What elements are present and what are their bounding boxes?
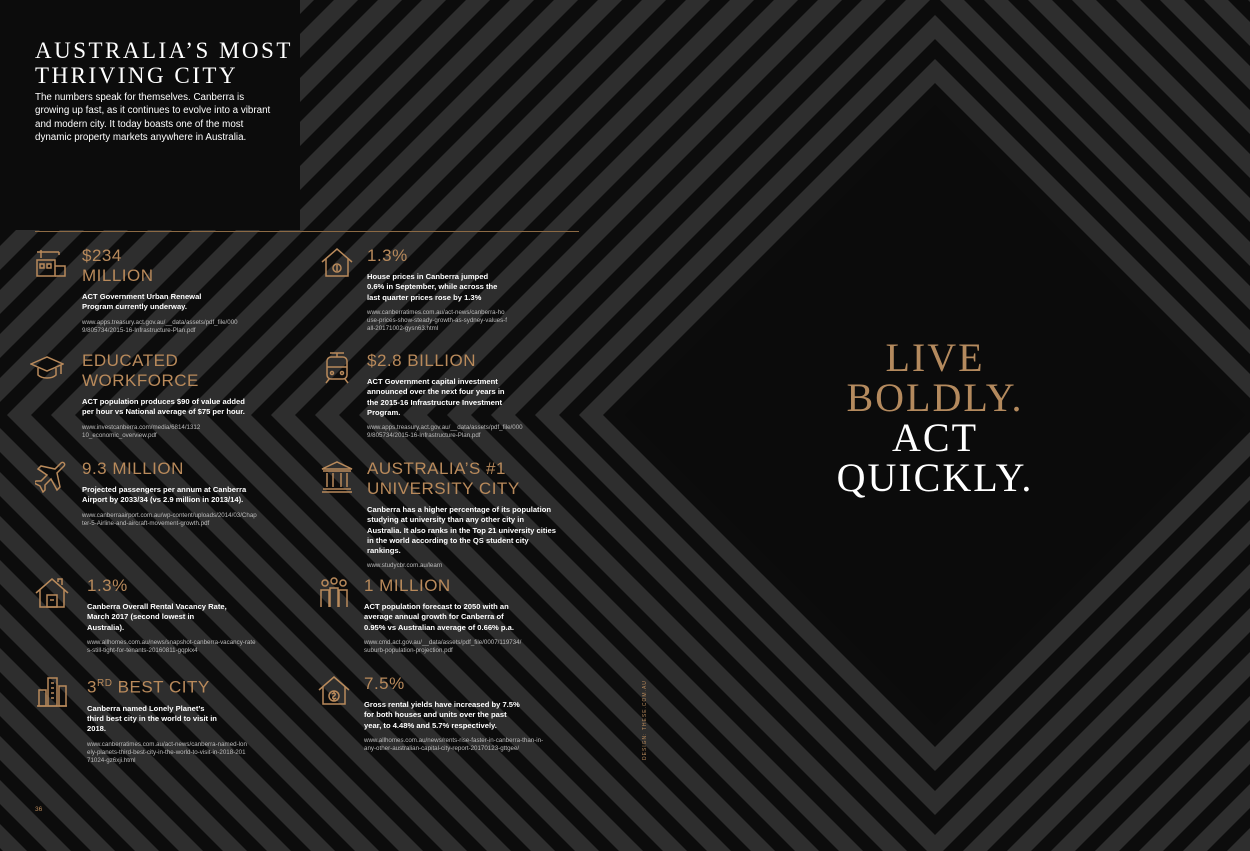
intro-paragraph: The numbers speak for themselves. Canberra is growing up fast, as it continues to evolve into a vibrant and modern city. It today boasts one of the most dynamic property markets anywhere in Australia. <box>35 92 271 143</box>
stat-headline: 1.3% <box>87 576 128 595</box>
stat-headline: 7.5% <box>364 674 405 693</box>
stat-description: ACT Government capital investment announced over the next four years in the 2015-16 Infrastructure Investment Program. <box>367 377 505 417</box>
headline-text: BEST CITY <box>112 677 210 697</box>
stat-description: House prices in Canberra jumped 0.6% in September, while across the last quarter prices rose by 1.3% <box>367 272 498 302</box>
stat-description: Canberra has a higher percentage of its population studying at university than any other city in Australia. It also ranks in the Top 21 university cities in the world according to the QS student city rankings. <box>367 505 556 556</box>
stat-headline: $234 MILLION <box>82 246 154 285</box>
stat-source: www.apps.treasury.act.gov.au/__data/assets/pdf_file/0009/805734/2015-16-Infrastructure-Plan.pdf <box>367 424 523 440</box>
university-building-icon <box>320 459 354 493</box>
stat-source: www.cmd.act.gov.au/__data/assets/pdf_file/0007/119734/suburb-population-projection.pdf <box>364 638 522 655</box>
page-number: 36 <box>35 806 43 813</box>
stat-source: www.studycbr.com.au/learn <box>367 562 443 570</box>
light-rail-icon <box>320 351 354 385</box>
stat-description: ACT Government Urban Renewal Program currently underway. <box>82 292 202 312</box>
stat-description: ACT population forecast to 2050 with an average annual growth for Canberra of 0.95% vs Australian average of 0.66% p.a. <box>364 602 514 632</box>
page-title: AUSTRALIA’S MOST THRIVING CITY <box>35 38 293 88</box>
tagline-line-3: ACT <box>892 415 978 460</box>
airplane-icon <box>35 459 69 493</box>
stat-source: www.canberratimes.com.au/act-news/canberra-house-prices-show-steady-growth-as-sydney-values-fall-20171002-gysn63.html <box>367 308 507 333</box>
stat-description: Canberra Overall Rental Vacancy Rate, March 2017 (second lowest in Australia). <box>87 602 227 632</box>
city-skyline-icon <box>35 674 69 708</box>
house-dollar-icon <box>317 674 351 708</box>
stat-source: www.canberratimes.com.au/act-news/canberra-named-lonely-planets-third-best-city-in-the-world-to-visit-in-2018-20171024-gz6xji.html <box>87 740 247 765</box>
stat-headline: $2.8 BILLION <box>367 351 477 370</box>
stat-description: Projected passengers per annum at Canberra Airport by 2033/34 (vs 2.9 million in 2013/14). <box>82 485 247 505</box>
graduation-cap-icon <box>30 351 64 385</box>
stat-description: Canberra named Lonely Planet’s third best city in the world to visit in 2018. <box>87 703 217 734</box>
design-credit: DESIGN: THESE.COM.AU <box>642 680 648 760</box>
stat-source: www.apps.treasury.act.gov.au/__data/assets/pdf_file/0009/805734/2015-16-Infrastructure-Plan.pdf <box>82 318 238 334</box>
stat-source: www.allhomes.com.au/news/rents-rise-faster-in-canberra-than-in-any-other-australian-capital-city-report-20170123-gttgee/ <box>364 736 544 753</box>
tagline <box>800 335 1070 500</box>
headline-ordinal: RD <box>96 678 113 689</box>
stat-headline: 1 MILLION <box>364 576 451 595</box>
stat-headline: 9.3 MILLION <box>82 459 184 478</box>
stat-source: www.investcanberra.com/media/6814/131210_economic_overview.pdf <box>82 423 201 439</box>
tagline-line-2: BOLDLY. <box>846 375 1024 420</box>
stat-description: Gross rental yields have increased by 7.5% for both houses and units over the past year, to 4.48% and 5.7% respectively. <box>364 700 520 730</box>
house-rental-icon <box>35 576 69 610</box>
gold-divider <box>35 231 579 232</box>
building-crane-icon <box>35 246 69 280</box>
house-price-icon <box>320 246 354 280</box>
stat-source: www.allhomes.com.au/news/snapshot-canberra-vacancy-rates-still-tight-for-tenants-20160811-gqpkx4 <box>87 638 256 655</box>
stat-headline: EDUCATED WORKFORCE <box>82 351 199 390</box>
stat-headline <box>87 674 247 698</box>
tagline-line-1: LIVE <box>885 335 985 380</box>
stat-source: www.canberraairport.com.au/wp-content/uploads/2014/03/Chapter-5-Airline-and-aircraft-movement-growth.pdf <box>82 511 257 527</box>
stat-headline: 1.3% <box>367 246 408 265</box>
tagline-line-4: QUICKLY. <box>836 455 1034 500</box>
stat-description: ACT population produces $90 of value added per hour vs National average of $75 per hour. <box>82 397 245 417</box>
stat-headline: AUSTRALIA’S #1 UNIVERSITY CITY <box>367 459 520 498</box>
headline-number: 3 <box>87 677 97 697</box>
population-people-icon <box>317 576 351 610</box>
